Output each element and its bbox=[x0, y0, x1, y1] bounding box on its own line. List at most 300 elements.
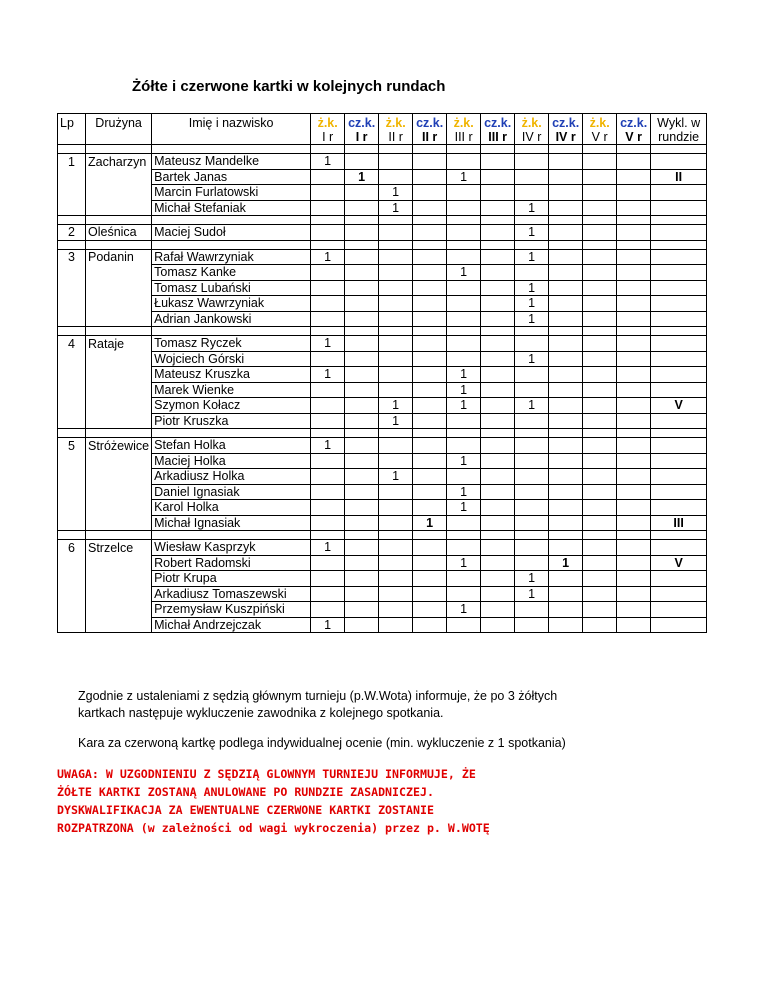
yellow-card-count bbox=[583, 540, 617, 556]
spacer-cell bbox=[345, 327, 379, 336]
spacer-cell bbox=[413, 429, 447, 438]
header-yellow-card-round bbox=[379, 114, 413, 145]
player-row bbox=[58, 571, 707, 587]
player-row bbox=[58, 617, 707, 633]
spacer-cell bbox=[515, 327, 549, 336]
spacer-cell bbox=[651, 327, 707, 336]
red-card-count bbox=[413, 571, 447, 587]
player-name: Maciej Sudoł bbox=[152, 225, 311, 241]
exclusion-round bbox=[651, 438, 707, 454]
yellow-card-count bbox=[583, 336, 617, 352]
red-card-count bbox=[413, 265, 447, 281]
red-card-count bbox=[345, 367, 379, 383]
spacer-cell bbox=[549, 216, 583, 225]
red-card-count bbox=[413, 617, 447, 633]
round-label: I r bbox=[355, 130, 368, 144]
red-card-count bbox=[345, 438, 379, 454]
red-card-count bbox=[345, 154, 379, 170]
red-card-count bbox=[617, 500, 651, 516]
yellow-card-count bbox=[515, 617, 549, 633]
spacer-cell bbox=[58, 216, 86, 225]
red-card-count bbox=[413, 602, 447, 618]
team-name bbox=[86, 586, 152, 602]
player-row bbox=[58, 296, 707, 312]
red-card-count bbox=[413, 280, 447, 296]
red-card-count bbox=[345, 453, 379, 469]
player-row bbox=[58, 555, 707, 571]
red-card-count bbox=[617, 484, 651, 500]
team-name bbox=[86, 280, 152, 296]
player-row bbox=[58, 169, 707, 185]
exclusion-round bbox=[651, 200, 707, 216]
yellow-card-count: 1 bbox=[379, 413, 413, 429]
yellow-card-count: 1 bbox=[515, 571, 549, 587]
yellow-card-count bbox=[379, 555, 413, 571]
red-card-count bbox=[345, 336, 379, 352]
player-row bbox=[58, 249, 707, 265]
red-card-count bbox=[549, 571, 583, 587]
spacer-cell bbox=[152, 240, 311, 249]
warning-line: ROZPATRZONA (w zależności od wagi wykroczenia) przez p. W.WOTĘ bbox=[57, 821, 490, 835]
player-name: Wiesław Kasprzyk bbox=[152, 540, 311, 556]
team-name bbox=[86, 200, 152, 216]
red-card-count bbox=[481, 225, 515, 241]
red-card-count bbox=[345, 413, 379, 429]
yellow-card-count bbox=[311, 200, 345, 216]
team-number: 6 bbox=[58, 540, 86, 556]
yellow-card-count bbox=[515, 382, 549, 398]
team-name bbox=[86, 515, 152, 531]
red-card-count bbox=[413, 351, 447, 367]
red-card-count bbox=[481, 555, 515, 571]
red-card-count bbox=[345, 555, 379, 571]
yellow-card-count bbox=[583, 413, 617, 429]
yellow-card-count: 1 bbox=[311, 249, 345, 265]
team-name bbox=[86, 617, 152, 633]
red-card-count bbox=[617, 540, 651, 556]
red-card-count bbox=[549, 515, 583, 531]
spacer-cell bbox=[583, 327, 617, 336]
red-card-count bbox=[549, 413, 583, 429]
card-type-label: ż.k. bbox=[385, 116, 406, 130]
yellow-card-count: 1 bbox=[515, 296, 549, 312]
yellow-card-count: 1 bbox=[447, 367, 481, 383]
yellow-card-count bbox=[447, 280, 481, 296]
spacer-row bbox=[58, 145, 707, 154]
yellow-card-count bbox=[379, 602, 413, 618]
yellow-card-count bbox=[311, 555, 345, 571]
exclusion-round bbox=[651, 602, 707, 618]
player-row bbox=[58, 413, 707, 429]
team-number bbox=[58, 586, 86, 602]
yellow-card-count: 1 bbox=[311, 336, 345, 352]
round-label: III r bbox=[488, 130, 508, 144]
exclusion-round bbox=[651, 225, 707, 241]
yellow-card-count bbox=[583, 225, 617, 241]
red-card-count bbox=[413, 540, 447, 556]
red-card-count bbox=[549, 249, 583, 265]
spacer-cell bbox=[481, 429, 515, 438]
yellow-card-count bbox=[379, 249, 413, 265]
yellow-card-count: 1 bbox=[447, 382, 481, 398]
spacer-cell bbox=[379, 240, 413, 249]
yellow-card-count bbox=[515, 169, 549, 185]
spacer-cell bbox=[379, 327, 413, 336]
red-card-count bbox=[617, 438, 651, 454]
red-card-count bbox=[617, 571, 651, 587]
yellow-card-count bbox=[447, 296, 481, 312]
team-number bbox=[58, 185, 86, 201]
player-row bbox=[58, 351, 707, 367]
player-name: Stefan Holka bbox=[152, 438, 311, 454]
spacer-cell bbox=[447, 429, 481, 438]
yellow-card-count: 1 bbox=[515, 280, 549, 296]
team-name bbox=[86, 296, 152, 312]
red-card-count bbox=[345, 484, 379, 500]
player-name: Szymon Kołacz bbox=[152, 398, 311, 414]
round-label: II r bbox=[388, 130, 403, 144]
spacer-cell bbox=[413, 145, 447, 154]
yellow-card-count: 1 bbox=[447, 169, 481, 185]
red-card-count: 1 bbox=[345, 169, 379, 185]
red-card-count bbox=[481, 484, 515, 500]
warning-line: DYSKWALIFIKACJA ZA EWENTUALNE CZERWONE KARTKI ZOSTANIE bbox=[57, 803, 434, 817]
team-number bbox=[58, 500, 86, 516]
spacer-cell bbox=[345, 240, 379, 249]
spacer-cell bbox=[481, 240, 515, 249]
player-row bbox=[58, 382, 707, 398]
spacer-row bbox=[58, 531, 707, 540]
exclusion-round bbox=[651, 336, 707, 352]
red-card-count bbox=[549, 438, 583, 454]
yellow-card-count bbox=[515, 555, 549, 571]
yellow-card-count bbox=[515, 540, 549, 556]
warning-line: ŻÓŁTE KARTKI ZOSTANĄ ANULOWANE PO RUNDZIE ZASADNICZEJ. bbox=[57, 785, 434, 799]
yellow-card-count bbox=[379, 280, 413, 296]
exclusion-round bbox=[651, 469, 707, 485]
warning-notice bbox=[57, 765, 577, 837]
team-number bbox=[58, 453, 86, 469]
yellow-card-count bbox=[311, 169, 345, 185]
yellow-card-count: 1 bbox=[447, 453, 481, 469]
team-name bbox=[86, 367, 152, 383]
header-red-card-round bbox=[345, 114, 379, 145]
spacer-cell bbox=[481, 216, 515, 225]
spacer-cell bbox=[379, 429, 413, 438]
red-card-count bbox=[481, 336, 515, 352]
exclusion-round: V bbox=[651, 555, 707, 571]
red-card-count bbox=[617, 469, 651, 485]
spacer-cell bbox=[651, 429, 707, 438]
team-name: Strzelce bbox=[86, 540, 152, 556]
exclusion-round bbox=[651, 351, 707, 367]
spacer-cell bbox=[651, 216, 707, 225]
player-row bbox=[58, 484, 707, 500]
red-card-count bbox=[413, 225, 447, 241]
player-name: Tomasz Kanke bbox=[152, 265, 311, 281]
team-name bbox=[86, 453, 152, 469]
yellow-card-count bbox=[311, 265, 345, 281]
red-card-count bbox=[481, 311, 515, 327]
player-name: Marek Wienke bbox=[152, 382, 311, 398]
yellow-card-count bbox=[311, 351, 345, 367]
yellow-card-count bbox=[311, 280, 345, 296]
yellow-card-count bbox=[311, 453, 345, 469]
player-row bbox=[58, 200, 707, 216]
spacer-cell bbox=[549, 145, 583, 154]
player-row bbox=[58, 154, 707, 170]
yellow-card-count bbox=[379, 367, 413, 383]
yellow-card-count bbox=[515, 185, 549, 201]
yellow-card-count bbox=[515, 367, 549, 383]
red-card-count bbox=[549, 367, 583, 383]
exclusion-round bbox=[651, 311, 707, 327]
player-name: Arkadiusz Holka bbox=[152, 469, 311, 485]
yellow-card-count bbox=[583, 469, 617, 485]
red-card-count bbox=[617, 398, 651, 414]
spacer-cell bbox=[515, 429, 549, 438]
exclusion-round bbox=[651, 296, 707, 312]
player-name: Michał Andrzejczak bbox=[152, 617, 311, 633]
yellow-card-count bbox=[379, 169, 413, 185]
team-name: Rataje bbox=[86, 336, 152, 352]
yellow-card-count bbox=[515, 265, 549, 281]
yellow-card-count bbox=[583, 367, 617, 383]
player-row bbox=[58, 185, 707, 201]
player-row bbox=[58, 602, 707, 618]
spacer-row bbox=[58, 429, 707, 438]
team-number bbox=[58, 515, 86, 531]
exclusion-round bbox=[651, 382, 707, 398]
yellow-card-count bbox=[311, 484, 345, 500]
spacer-cell bbox=[617, 327, 651, 336]
yellow-card-count bbox=[447, 469, 481, 485]
spacer-cell bbox=[515, 531, 549, 540]
spacer-cell bbox=[58, 240, 86, 249]
team-number bbox=[58, 351, 86, 367]
red-card-count bbox=[413, 382, 447, 398]
red-card-count bbox=[549, 154, 583, 170]
player-name: Maciej Holka bbox=[152, 453, 311, 469]
exclusion-round bbox=[651, 249, 707, 265]
spacer-cell bbox=[311, 429, 345, 438]
yellow-card-count: 1 bbox=[515, 311, 549, 327]
spacer-cell bbox=[379, 531, 413, 540]
yellow-card-count bbox=[583, 280, 617, 296]
yellow-card-count bbox=[583, 169, 617, 185]
spacer-cell bbox=[152, 145, 311, 154]
rule-note-line: kartkach następuje wykluczenie zawodnika z kolejnego spotkania. bbox=[78, 706, 444, 720]
header-yellow-card-round bbox=[311, 114, 345, 145]
spacer-cell bbox=[311, 531, 345, 540]
player-row bbox=[58, 280, 707, 296]
player-row bbox=[58, 225, 707, 241]
spacer-cell bbox=[481, 531, 515, 540]
card-type-label: cz.k. bbox=[484, 116, 512, 130]
header-wykl bbox=[651, 114, 707, 145]
header-yellow-card-round bbox=[447, 114, 481, 145]
red-card-count bbox=[617, 185, 651, 201]
red-card-count bbox=[413, 413, 447, 429]
spacer-cell bbox=[617, 240, 651, 249]
exclusion-round bbox=[651, 617, 707, 633]
spacer-cell bbox=[58, 531, 86, 540]
spacer-cell bbox=[413, 531, 447, 540]
team-name bbox=[86, 469, 152, 485]
player-name: Piotr Krupa bbox=[152, 571, 311, 587]
red-card-count bbox=[481, 617, 515, 633]
spacer-cell bbox=[152, 531, 311, 540]
team-number: 4 bbox=[58, 336, 86, 352]
yellow-card-count: 1 bbox=[447, 265, 481, 281]
red-card-count bbox=[413, 200, 447, 216]
red-card-count bbox=[345, 225, 379, 241]
spacer-cell bbox=[651, 240, 707, 249]
spacer-cell bbox=[86, 429, 152, 438]
yellow-card-count bbox=[583, 382, 617, 398]
red-card-count bbox=[413, 169, 447, 185]
yellow-card-count bbox=[311, 602, 345, 618]
spacer-cell bbox=[549, 429, 583, 438]
player-name: Piotr Kruszka bbox=[152, 413, 311, 429]
team-name bbox=[86, 484, 152, 500]
yellow-card-count bbox=[583, 398, 617, 414]
red-card-count bbox=[481, 169, 515, 185]
spacer-cell bbox=[583, 145, 617, 154]
yellow-card-count: 1 bbox=[447, 555, 481, 571]
round-label: V r bbox=[591, 130, 608, 144]
yellow-card-count bbox=[515, 438, 549, 454]
red-card-count bbox=[549, 296, 583, 312]
yellow-card-count: 1 bbox=[515, 225, 549, 241]
spacer-cell bbox=[447, 240, 481, 249]
yellow-card-count bbox=[447, 225, 481, 241]
red-card-count bbox=[345, 249, 379, 265]
team-number bbox=[58, 382, 86, 398]
red-card-count bbox=[549, 453, 583, 469]
red-card-count bbox=[617, 453, 651, 469]
team-name bbox=[86, 351, 152, 367]
yellow-card-count bbox=[447, 351, 481, 367]
spacer-cell bbox=[447, 145, 481, 154]
team-name bbox=[86, 382, 152, 398]
player-name: Łukasz Wawrzyniak bbox=[152, 296, 311, 312]
team-name: Zacharzyn bbox=[86, 154, 152, 170]
player-row bbox=[58, 367, 707, 383]
team-name bbox=[86, 169, 152, 185]
header-team: Drużyna bbox=[86, 114, 152, 145]
red-card-count bbox=[617, 169, 651, 185]
yellow-card-count bbox=[447, 154, 481, 170]
spacer-cell bbox=[617, 429, 651, 438]
red-card-count bbox=[345, 296, 379, 312]
red-card-count bbox=[617, 200, 651, 216]
header-name: Imię i nazwisko bbox=[152, 114, 311, 145]
spacer-row bbox=[58, 327, 707, 336]
red-card-count bbox=[481, 453, 515, 469]
spacer-cell bbox=[617, 531, 651, 540]
player-name: Daniel Ignasiak bbox=[152, 484, 311, 500]
yellow-card-count bbox=[379, 351, 413, 367]
red-card-count bbox=[549, 336, 583, 352]
yellow-card-count bbox=[583, 500, 617, 516]
red-card-count bbox=[617, 280, 651, 296]
player-name: Bartek Janas bbox=[152, 169, 311, 185]
yellow-card-count bbox=[447, 438, 481, 454]
team-number bbox=[58, 296, 86, 312]
yellow-card-count bbox=[447, 571, 481, 587]
player-name: Mateusz Mandelke bbox=[152, 154, 311, 170]
player-row bbox=[58, 453, 707, 469]
yellow-card-count bbox=[515, 602, 549, 618]
player-name: Tomasz Ryczek bbox=[152, 336, 311, 352]
team-name bbox=[86, 500, 152, 516]
exclusion-round bbox=[651, 540, 707, 556]
card-type-label: cz.k. bbox=[552, 116, 580, 130]
yellow-card-count: 1 bbox=[515, 351, 549, 367]
team-number bbox=[58, 280, 86, 296]
yellow-card-count bbox=[379, 296, 413, 312]
spacer-cell bbox=[379, 216, 413, 225]
red-card-count bbox=[481, 398, 515, 414]
spacer-cell bbox=[86, 327, 152, 336]
red-card-count bbox=[617, 555, 651, 571]
yellow-card-count bbox=[515, 469, 549, 485]
red-card-count bbox=[549, 265, 583, 281]
yellow-card-count bbox=[515, 484, 549, 500]
team-name bbox=[86, 602, 152, 618]
yellow-card-count bbox=[311, 311, 345, 327]
yellow-card-count bbox=[583, 311, 617, 327]
red-card-count bbox=[481, 515, 515, 531]
yellow-card-count bbox=[583, 515, 617, 531]
player-row bbox=[58, 515, 707, 531]
spacer-cell bbox=[311, 216, 345, 225]
yellow-card-count bbox=[447, 200, 481, 216]
header-yellow-card-round bbox=[583, 114, 617, 145]
player-row bbox=[58, 586, 707, 602]
team-name: Oleśnica bbox=[86, 225, 152, 241]
spacer-cell bbox=[549, 327, 583, 336]
yellow-card-count bbox=[515, 154, 549, 170]
red-card-count bbox=[413, 555, 447, 571]
card-type-label: cz.k. bbox=[620, 116, 648, 130]
exclusion-round bbox=[651, 280, 707, 296]
warning-line: UWAGA: W UZGODNIENIU Z SĘDZIĄ GLOWNYM TURNIEJU INFORMUJE, ŻE bbox=[57, 767, 476, 781]
player-name: Michał Stefaniak bbox=[152, 200, 311, 216]
exclusion-round bbox=[651, 453, 707, 469]
page-title: Żółte i czerwone kartki w kolejnych rundach bbox=[132, 78, 446, 95]
red-card-count bbox=[345, 200, 379, 216]
yellow-card-count bbox=[311, 469, 345, 485]
spacer-cell bbox=[447, 531, 481, 540]
red-card-count bbox=[413, 311, 447, 327]
player-name: Robert Radomski bbox=[152, 555, 311, 571]
yellow-card-count bbox=[583, 154, 617, 170]
team-number bbox=[58, 311, 86, 327]
red-card-count bbox=[549, 586, 583, 602]
player-name: Rafał Wawrzyniak bbox=[152, 249, 311, 265]
player-name: Tomasz Lubański bbox=[152, 280, 311, 296]
team-name bbox=[86, 413, 152, 429]
spacer-cell bbox=[617, 216, 651, 225]
yellow-card-count bbox=[379, 438, 413, 454]
yellow-card-count: 1 bbox=[311, 540, 345, 556]
yellow-card-count bbox=[311, 571, 345, 587]
spacer-cell bbox=[583, 531, 617, 540]
red-card-count bbox=[413, 500, 447, 516]
team-number bbox=[58, 602, 86, 618]
